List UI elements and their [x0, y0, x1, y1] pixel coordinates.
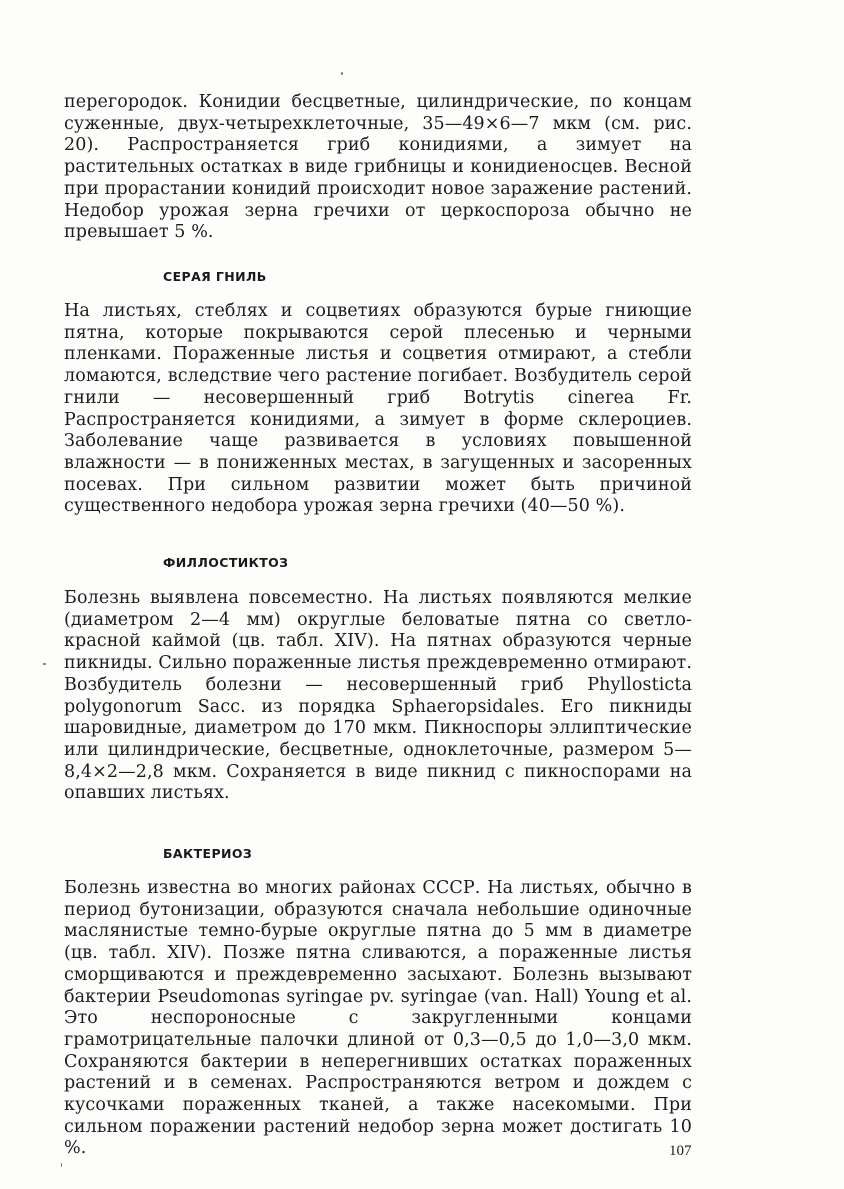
- page-number: 107: [669, 1143, 692, 1159]
- section-heading-bacteriosis: БАКТЕРИОЗ: [163, 846, 253, 861]
- section-heading-gray-rot: СЕРАЯ ГНИЛЬ: [163, 269, 267, 284]
- scan-speck: [341, 72, 343, 75]
- intro-paragraph: перегородок. Конидии бесцветные, цилиндрические, по концам суженные, двух-четырехклеточные, 35—49×6—7 мкм (см. рис. 20). Распространяется гриб конидиями, а зимует на растительных остатках в виде грибницы и конидиеносцев. Весной при прорастании конидий происходит новое заражение растений. Недобор урожая зерна гречихи от церкоспороза обычно не превышает 5 %.: [64, 92, 692, 243]
- section-paragraph-phyllostictosis: Болезнь выявлена повсеместно. На листьях появляются мелкие (диаметром 2—4 мм) округлые беловатые пятна со светло-красной каймой (цв. табл. XIV). На пятнах образуются черные пикниды. Сильно пораженные листья преждевременно отмирают. Возбудитель болезни — несовершенный гриб Phyllosticta polygonorum Sacc. из порядка Sphaeropsidales. Его пикниды шаровидные, диаметром до 170 мкм. Пикноспоры эллиптические или цилиндрические, бесцветные, одноклеточные, размером 5—8,4×2—2,8 мкм. Сохраняется в виде пикнид с пикноспорами на опавших листьях.: [64, 588, 692, 804]
- section-heading-phyllostictosis: ФИЛЛОСТИКТОЗ: [163, 555, 289, 570]
- section-paragraph-gray-rot: На листьях, стеблях и соцветиях образуются бурые гниющие пятна, которые покрываются серой плесенью и черными пленками. Пораженные листья и соцветия отмирают, а стебли ломаются, вследствие чего растение погибает. Возбудитель серой гнили — несовершенный гриб Botrytis cinerea Fr. Распространяется конидиями, а зимует в форме склероциев. Заболевание чаще развивается в условиях повышенной влажности — в пониженных местах, в загущенных и засоренных посевах. При сильном развитии может быть причиной существенного недобора урожая зерна гречихи (40—50 %).: [64, 301, 692, 517]
- section-paragraph-bacteriosis: Болезнь известна во многих районах СССР. На листьях, обычно в период бутонизации, образуются сначала небольшие одиночные маслянистые темно-бурые округлые пятна до 5 мм в диаметре (цв. табл. XIV). Позже пятна сливаются, а пораженные листья сморщиваются и преждевременно засыхают. Болезнь вызывают бактерии Pseudomonas syringae pv. syringae (van. Hall) Young et al. Это неспороносные с закругленными концами грамотрицательные палочки длиной от 0,3—0,5 до 1,0—3,0 мкм. Сохраняются бактерии в неперегнивших остатках пораженных растений и в семенах. Распространяются ветром и дождем с кусочками пораженных тканей, а также насекомыми. При сильном поражении растений недобор зерна может достигать 10 %.: [64, 878, 692, 1159]
- scan-speck: [43, 663, 46, 665]
- scan-speck: [61, 1163, 62, 1167]
